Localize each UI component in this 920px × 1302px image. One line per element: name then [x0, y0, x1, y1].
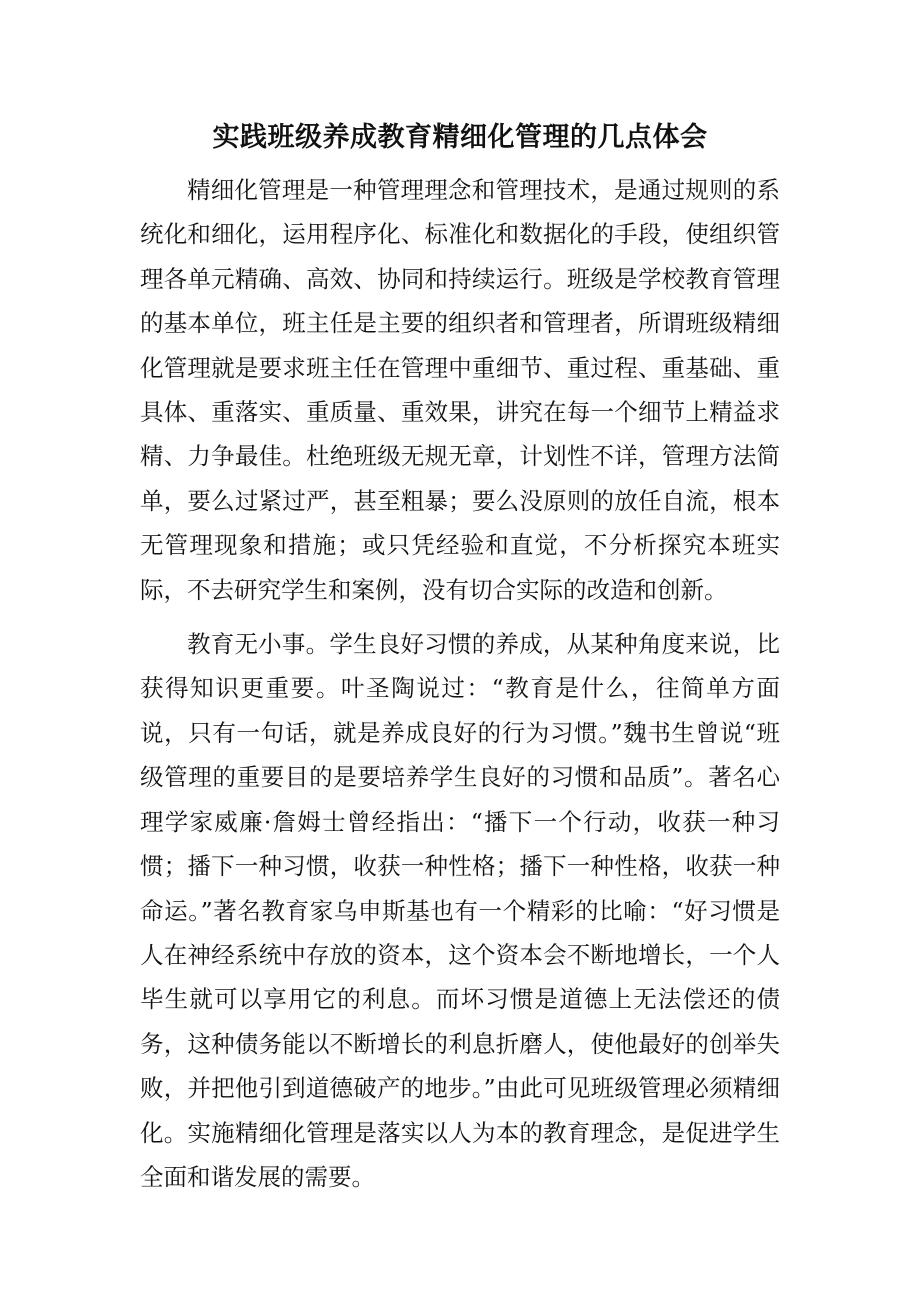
- paragraph-1: 精细化管理是一种管理理念和管理技术，是通过规则的系统化和细化，运用程序化、标准化和数据化的手段，使组织管理各单元精确、高效、协同和持续运行。班级是学校教育管理的基本单位，班主任是主要的组织者和管理者，所谓班级精细化管理就是要求班主任在管理中重细节、重过程、重基础、重具体、重落实、重质量、重效果，讲究在每一个细节上精益求精、力争最佳。杜绝班级无规无章，计划性不详，管理方法简单，要么过紧过严，甚至粗暴；要么没原则的放任自流，根本无管理现象和措施；或只凭经验和直觉，不分析探究本班实际，不去研究学生和案例，没有切合实际的改造和创新。: [140, 176, 780, 604]
- document-body: [140, 168, 780, 1199]
- document-title: 实践班级养成教育精细化管理的几点体会: [212, 122, 708, 153]
- paragraph-2: 教育无小事。学生良好习惯的养成，从某种角度来说，比获得知识更重要。叶圣陶说过：“教育是什么，往简单方面说，只有一句话，就是养成良好的行为习惯。”魏书生曾说“班级管理的重要目的是要培养学生良好的习惯和品质”。著名心理学家威廉·詹姆士曾经指出：“播下一个行动，收获一种习惯；播下一种习惯，收获一种性格；播下一种性格，收获一种命运。”著名教育家乌申斯基也有一个精彩的比喻：“好习惯是人在神经系统中存放的资本，这个资本会不断地增长，一个人毕生就可以享用它的利息。而坏习惯是道德上无法偿还的债务，这种债务能以不断增长的利息折磨人，使他最好的创举失败，并把他引到道德破产的地步。”由此可见班级管理必须精细化。实施精细化管理是落实以人为本的教育理念，是促进学生全面和谐发展的需要。: [140, 630, 780, 1191]
